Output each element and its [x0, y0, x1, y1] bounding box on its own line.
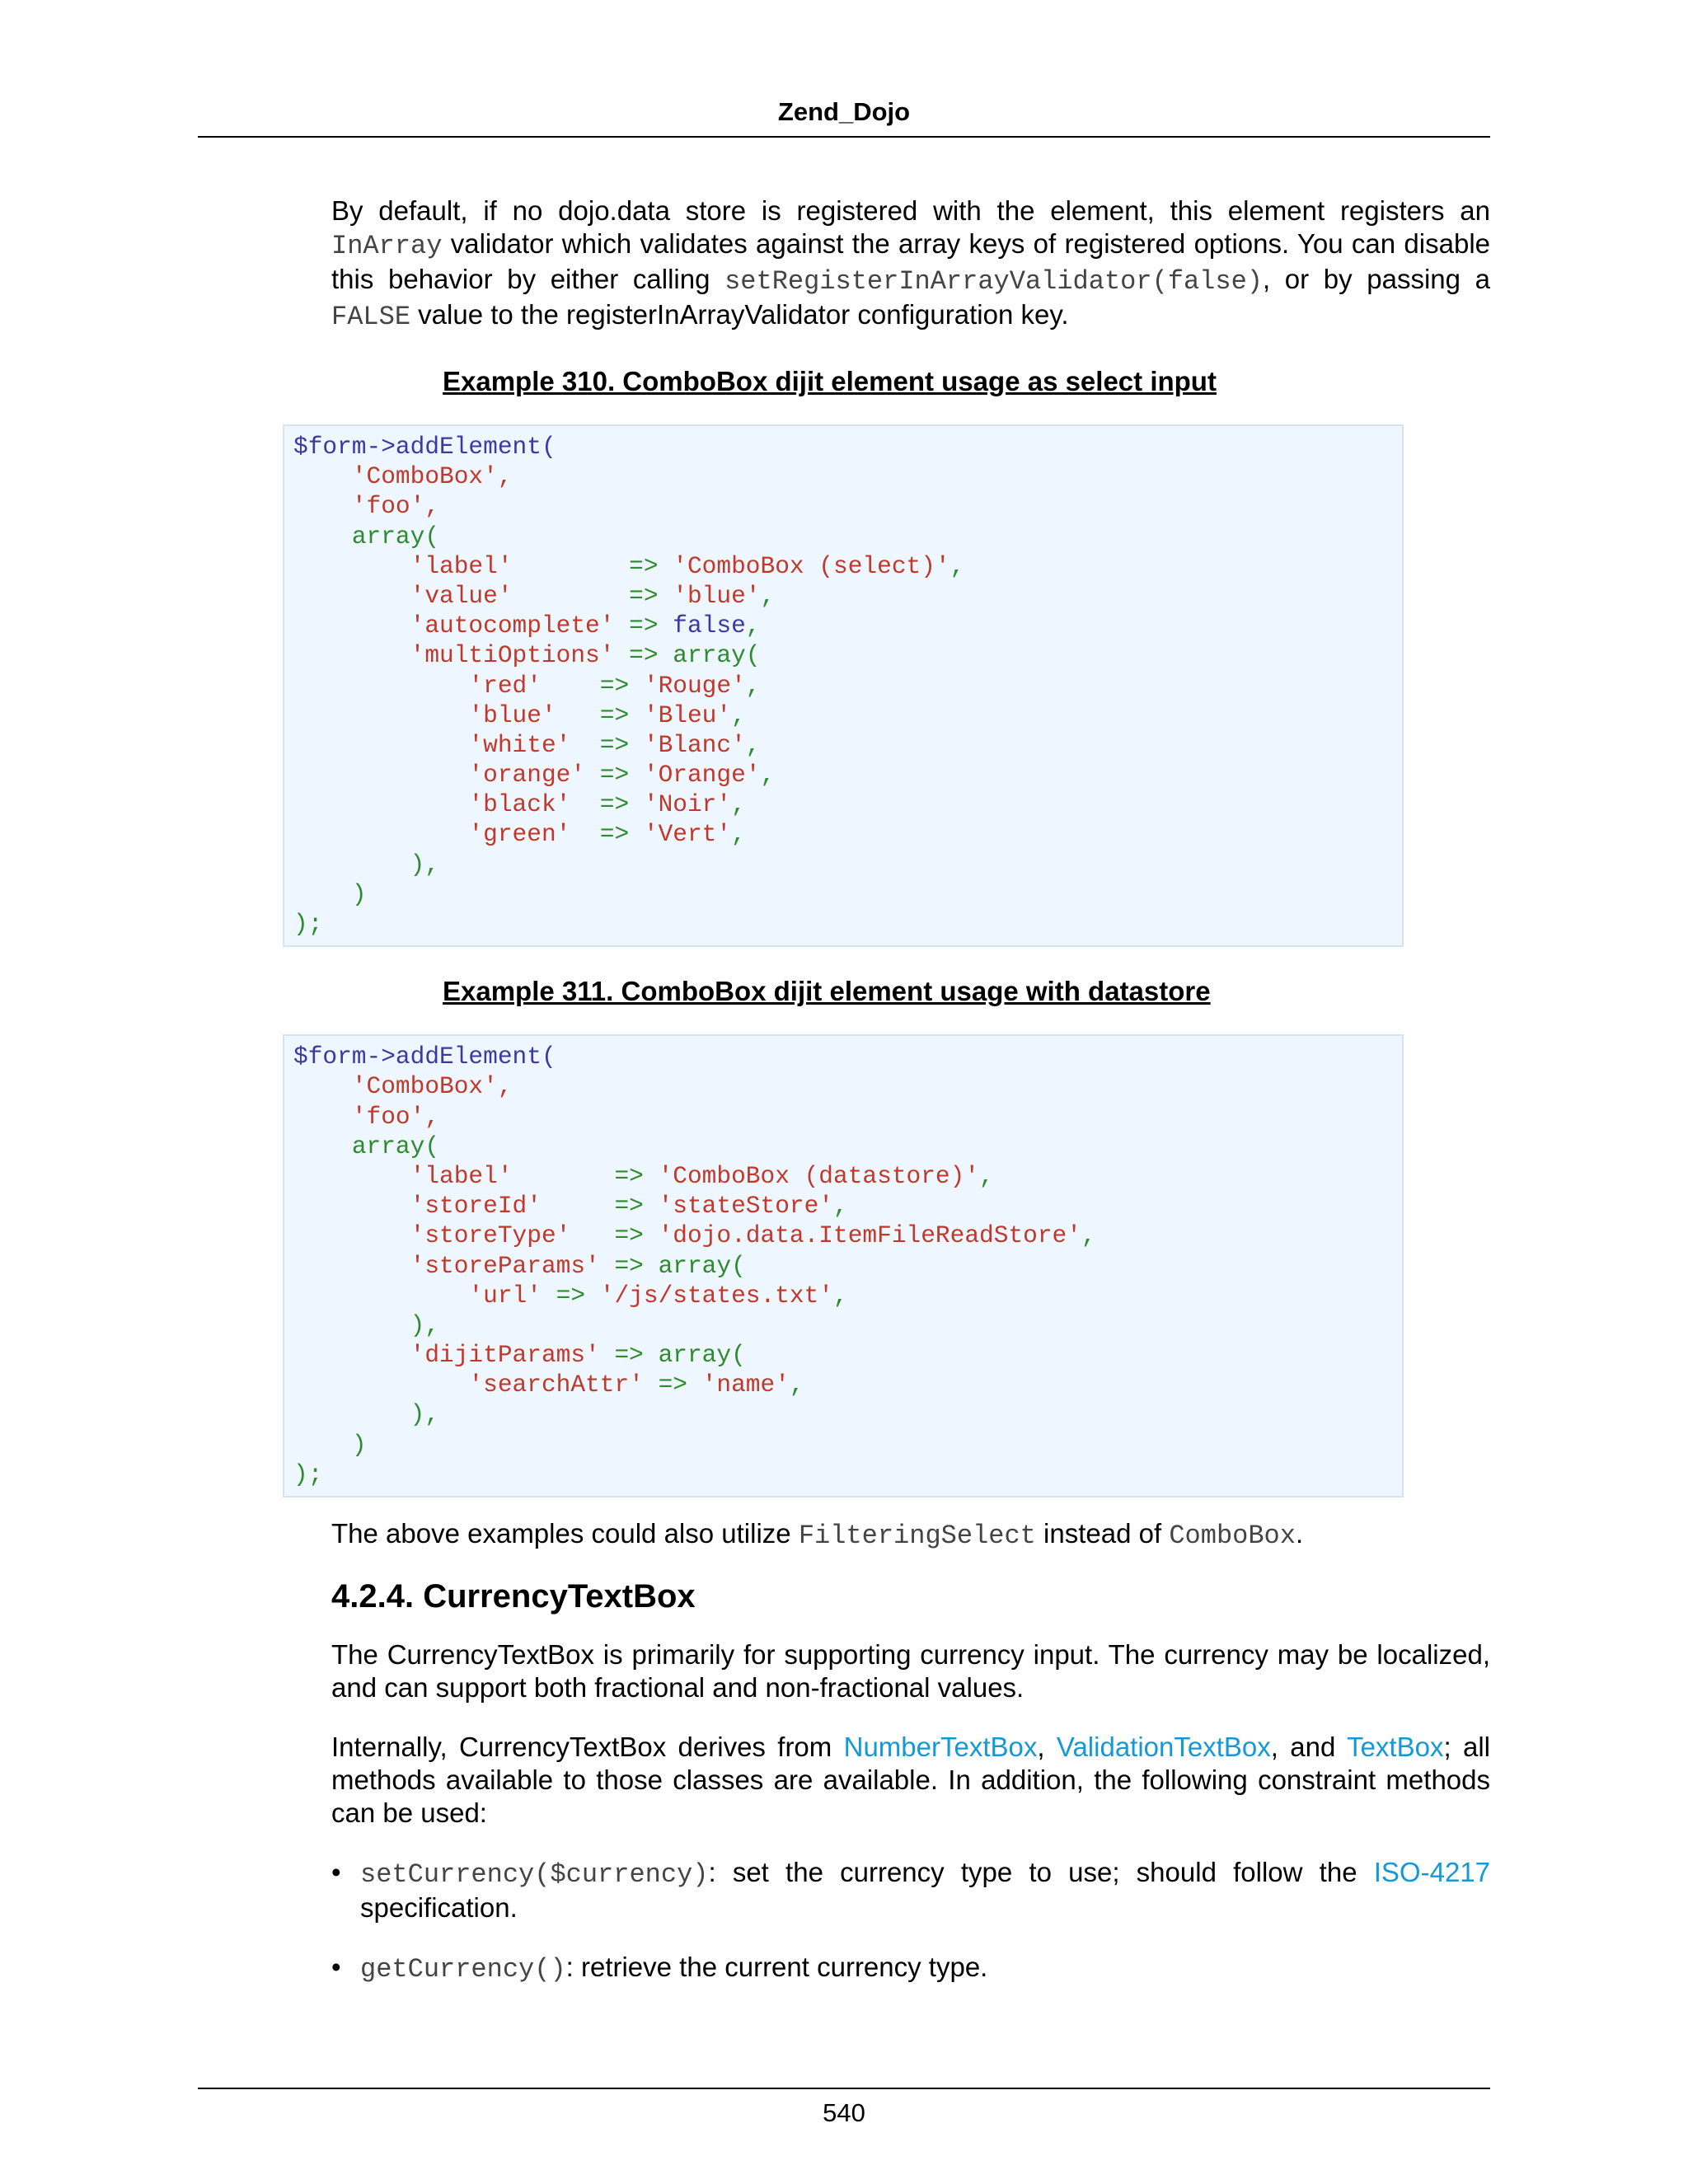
code-line: 'foo', [351, 1102, 440, 1131]
code-line: 'storeParams' => array( [410, 1251, 746, 1280]
code-line: ), [410, 850, 440, 879]
example-311-code-block [283, 1034, 1404, 1497]
constraint-methods-list [331, 1856, 1490, 1986]
code-line: 'storeType' => 'dojo.data.ItemFileReadStore', [410, 1221, 1096, 1250]
code-line: 'ComboBox', [351, 1072, 513, 1101]
code-line: ) [351, 1430, 367, 1459]
link-validationtextbox[interactable]: ValidationTextBox [1056, 1732, 1271, 1762]
inline-code-inarray: InArray [331, 231, 443, 261]
code-line: 'storeId' => 'stateStore', [410, 1192, 848, 1221]
intro-text-3: , or by passing a [1262, 264, 1490, 294]
page-number: 540 [823, 2098, 865, 2127]
example-310-code-block [283, 424, 1404, 947]
code-line: 'ComboBox', [351, 462, 513, 491]
code-line: 'label' => 'ComboBox (datastore)', [410, 1161, 994, 1190]
inline-code-combobox: ComboBox [1169, 1521, 1296, 1551]
inline-code-filteringselect: FilteringSelect [798, 1521, 1036, 1551]
page-content [293, 194, 1490, 1986]
inline-code-setregister: setRegisterInArrayValidator(false) [724, 266, 1263, 297]
code-line: ); [293, 1460, 323, 1488]
section-heading: 4.2.4. CurrencyTextBox [331, 1578, 696, 1615]
code-line: 'url' => '/js/states.txt', [468, 1281, 848, 1310]
inline-code-getcurrency: getCurrency() [360, 1954, 566, 1985]
code-line: ); [293, 910, 323, 938]
intro-text-4: value to the registerInArrayValidator configuration key. [410, 299, 1069, 330]
examples-note: The above examples could also utilize FilteringSelect instead of ComboBox. [331, 1518, 1304, 1551]
code-line: ), [410, 1400, 440, 1429]
section-paragraph-1: The CurrencyTextBox is primarily for supporting currency input. The currency may be localized, and can support both fractional and non-fractional values. [331, 1639, 1490, 1703]
code-line: ), [410, 1310, 440, 1339]
link-iso-4217[interactable]: ISO-4217 [1373, 1857, 1490, 1887]
code-line: array( [351, 522, 440, 551]
footer-rule [198, 2088, 1490, 2089]
intro-paragraph [331, 194, 1490, 334]
header-rule [198, 136, 1490, 138]
bullet-icon: • [331, 1952, 341, 1982]
code-line: 'label' => 'ComboBox (select)', [410, 551, 965, 580]
list-item: • setCurrency($currency): set the currency type to use; should follow the ISO-4217 specification. [331, 1857, 1490, 1923]
code-line: 'green' => 'Vert', [468, 820, 746, 849]
code-line: 'foo', [351, 492, 440, 521]
intro-text-2: validator which validates against the array keys of registered options. You can disable this behavior by either calling [331, 228, 1490, 294]
code-line: 'searchAttr' => 'name', [468, 1371, 804, 1399]
section-paragraph-2: Internally, CurrencyTextBox derives from NumberTextBox, ValidationTextBox, and TextBox; all methods available to those classes are available. In addition, the following constraint methods can be used: [331, 1732, 1490, 1828]
example-311-title: Example 311. ComboBox dijit element usage with datastore [443, 976, 1211, 1007]
code-line: 'orange' => 'Orange', [468, 761, 776, 790]
code-line: 'value' => 'blue', [410, 581, 776, 610]
code-line: 'dijitParams' => array( [410, 1341, 746, 1370]
code-line: 'blue' => 'Bleu', [468, 701, 746, 729]
code-line: 'red' => 'Rouge', [468, 671, 761, 700]
code-line: 'black' => 'Noir', [468, 790, 746, 819]
code-line: 'autocomplete' => false, [410, 612, 761, 640]
intro-text-1: By default, if no dojo.data store is registered with the element, this element registers an [331, 195, 1490, 226]
code-line: array( [351, 1132, 440, 1160]
link-numbertextbox[interactable]: NumberTextBox [843, 1732, 1038, 1762]
code-line: ) [351, 879, 367, 908]
bullet-icon: • [331, 1857, 341, 1887]
code-line: $form->addElement( [293, 1043, 556, 1071]
example-310-title: Example 310. ComboBox dijit element usage as select input [443, 366, 1217, 396]
code-line: $form->addElement( [293, 433, 556, 461]
inline-code-false: FALSE [331, 302, 411, 332]
link-textbox[interactable]: TextBox [1347, 1732, 1444, 1762]
inline-code-setcurrency: setCurrency($currency) [360, 1859, 709, 1890]
code-line: 'multiOptions' => array( [410, 641, 761, 670]
list-item: • getCurrency(): retrieve the current currency type. [331, 1952, 988, 1985]
code-line: 'white' => 'Blanc', [468, 730, 761, 759]
running-header: Zend_Dojo [777, 97, 911, 126]
